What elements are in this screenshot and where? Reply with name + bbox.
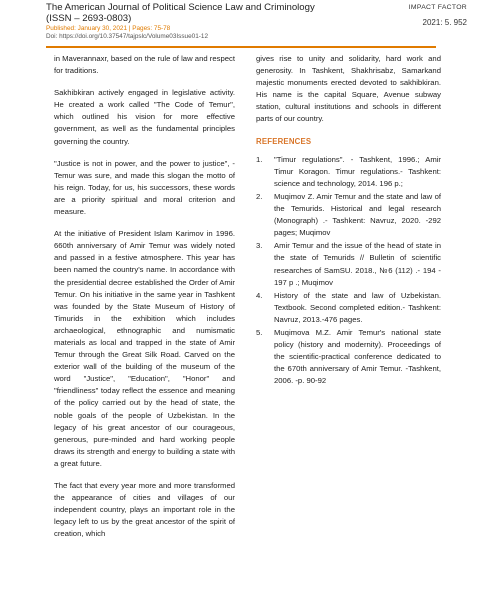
reference-number: 4. xyxy=(256,290,263,300)
published-info: Published: January 30, 2021 | Pages: 75-78 xyxy=(46,25,171,32)
reference-number: 2. xyxy=(256,191,263,201)
reference-item xyxy=(256,240,441,288)
reference-item xyxy=(256,290,441,326)
references-list xyxy=(256,154,441,388)
references-heading: REFERENCES xyxy=(256,136,312,146)
header-divider xyxy=(46,46,436,48)
paragraph: Sakhibkiran actively engaged in legislative activity. He created a work called "The Code of Temur", which outlined his vision for more effective government, as well as the fundamental principles governing the country. xyxy=(54,88,235,146)
right-column xyxy=(256,53,441,388)
impact-factor-value: 2021: 5. 952 xyxy=(422,18,467,27)
reference-item xyxy=(256,191,441,239)
reference-text: History of the state and law of Uzbekistan. Textbook. Second completed edition.- Tashkent: Navruz, 2013.-476 pages. xyxy=(274,290,441,324)
paragraph: "Justice is not in power, and the power to justice", - Temur was sure, and made this slogan the motto of his reign. Today, for us, his successors, these words are a priority spiritual and moral criterion and measure. xyxy=(54,158,235,217)
paragraph: The fact that every year more and more transformed the appearance of cities and villages of our independent country, plays an important role in the legacy left to us by the great ancestor of the spirit of creation, which xyxy=(54,481,235,539)
reference-number: 5. xyxy=(256,327,263,337)
reference-item xyxy=(256,327,441,387)
reference-number: 1. xyxy=(256,154,263,164)
reference-number: 3. xyxy=(256,241,263,251)
impact-factor xyxy=(409,4,467,27)
journal-title: The American Journal of Political Science Law and Criminology xyxy=(46,2,315,13)
doi-link[interactable]: Doi: https://doi.org/10.37547/tajpslc/Volume03Issue01-12 xyxy=(46,33,208,40)
impact-factor-label: IMPACT FACTOR xyxy=(408,4,467,11)
journal-header xyxy=(46,2,446,41)
paragraph: At the initiative of President Islam Karimov in 1996. 660th anniversary of Amir Temur was widely noted and passed in a festive atmosphere. This year has been named the country's name. In accordance with the presidential decree established the Order of Amir Temur. On his initiative in the same year in Tashkent was founded by the State Museum of History of Timurids in the exhibition which includes archaeological, ethnographic and numismatic materials as local and trapped in the state of Amir Temur through the Great Silk Road. Carved on the exterior wall of the building of the museum of the word "Justice", "Education", "Honor" and "friendliness" today reflect the essence and meaning of the policy carried out by the head of state, the noble goals of the people of Uzbekistan. In the legacy of his great ancestor of our courageous, generous, pure-minded and hard working people draws its strength and energy to building a state with a great future. xyxy=(54,229,235,468)
reference-text: Muqimova M.Z. Amir Temur's national state policy (history and modernity). Proceedings of the scientific-practical conference dedicated to the 670th anniversary of Amir Temur. -Tashkent, 2006. -p. 90-92 xyxy=(274,327,441,386)
paragraph: gives rise to unity and solidarity, hard work and generosity. In Tashkent, Shakhrisabz, Samarkand majestic monuments erected devoted to sakhibkiran. His name is the capital Square, Avenue subway station, cultural institutions and schools in different parts of our country. xyxy=(256,54,441,124)
reference-text: "Timur regulations". - Tashkent, 1996.; Amir Timur Koragon. Timur regulations.- Tashkent: science and technology, 2014. 196 p.; xyxy=(274,154,441,188)
reference-item xyxy=(256,154,441,190)
issn: (ISSN – 2693-0803) xyxy=(46,13,132,24)
reference-text: Muqimov Z. Amir Temur and the state and law of the Temurids. Historical and legal research (Monograph) .- Tashkent: Navruz, 2020. -292 pages; Muqimov xyxy=(274,191,441,238)
paragraph: in Maverannaxr, based on the rule of law and respect for traditions. xyxy=(54,54,235,76)
left-column xyxy=(54,53,235,550)
reference-text: Amir Temur and the issue of the head of state in the state of Temurids // Bulletin of scientific researches of SamSU. 2018., №6 (112) .- 194 - 197 p .; Muqimov xyxy=(274,241,441,287)
